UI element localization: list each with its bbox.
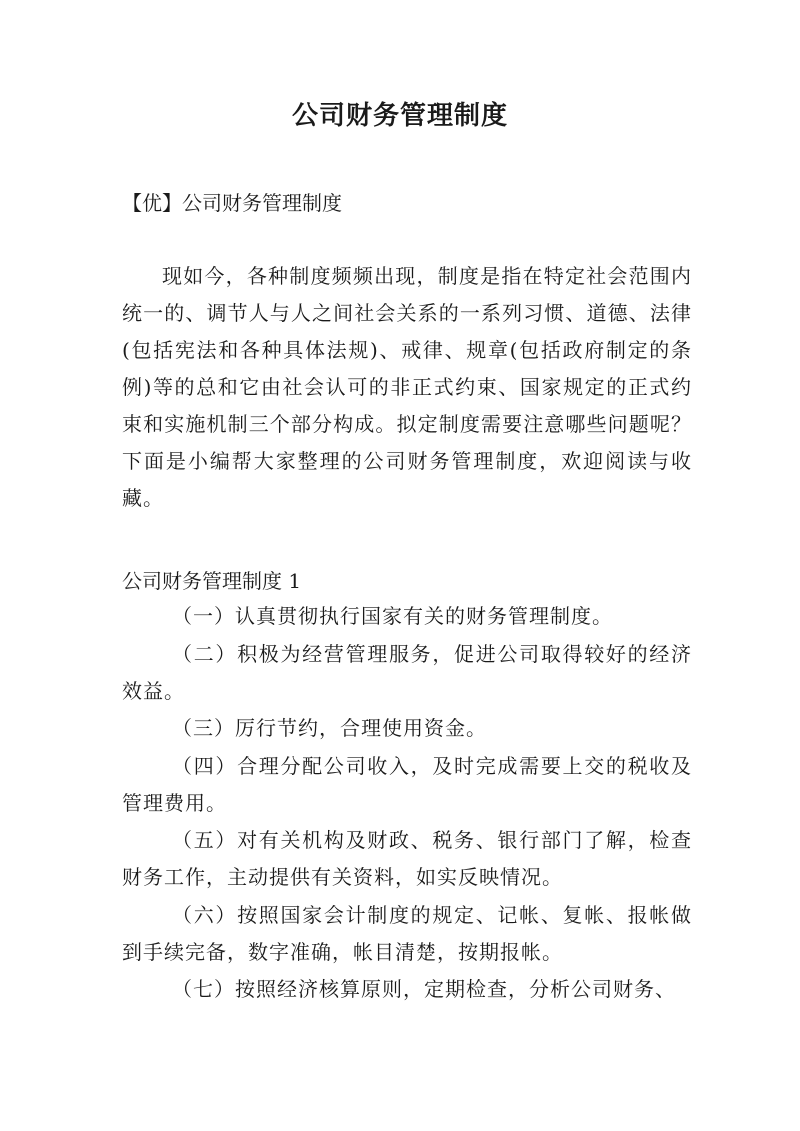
rule-item-4: （四）合理分配公司收入，及时完成需要上交的税收及管理费用。 xyxy=(122,753,692,815)
rule-list xyxy=(122,598,692,1009)
rule-item-3: （三）厉行节约，合理使用资金。 xyxy=(172,716,487,740)
intro-paragraph: 现如今，各种制度频频出现，制度是指在特定社会范围内统一的、调节人与人之间社会关系的一系列习惯、道德、法律(包括宪法和各种具体法规)、戒律、规章(包括政府制定的条例)等的总和它由社会认可的非正式约束、国家规定的正式约束和实施机制三个部分构成。拟定制度需要注意哪些问题呢？下面是小编帮大家整理的公司财务管理制度，欢迎阅读与收藏。 xyxy=(122,264,692,510)
rule-item-1: （一）认真贯彻执行国家有关的财务管理制度。 xyxy=(172,604,613,628)
rule-item-2: （二）积极为经营管理服务，促进公司取得较好的经济效益。 xyxy=(122,641,692,703)
document-subtitle: 【优】公司财务管理制度 xyxy=(122,191,342,215)
section-heading: 公司财务管理制度 1 xyxy=(122,569,302,593)
page-title: 公司财务管理制度 xyxy=(291,101,508,131)
rule-item-6: （六）按照国家会计制度的规定、记帐、复帐、报帐做到手续完备，数字准确，帐目清楚，按期报帐。 xyxy=(122,902,692,964)
rule-item-7: （七）按照经济核算原则，定期检查，分析公司财务、 xyxy=(172,977,676,1001)
rule-item-5: （五）对有关机构及财政、税务、银行部门了解，检查财务工作，主动提供有关资料，如实反映情况。 xyxy=(122,828,692,889)
